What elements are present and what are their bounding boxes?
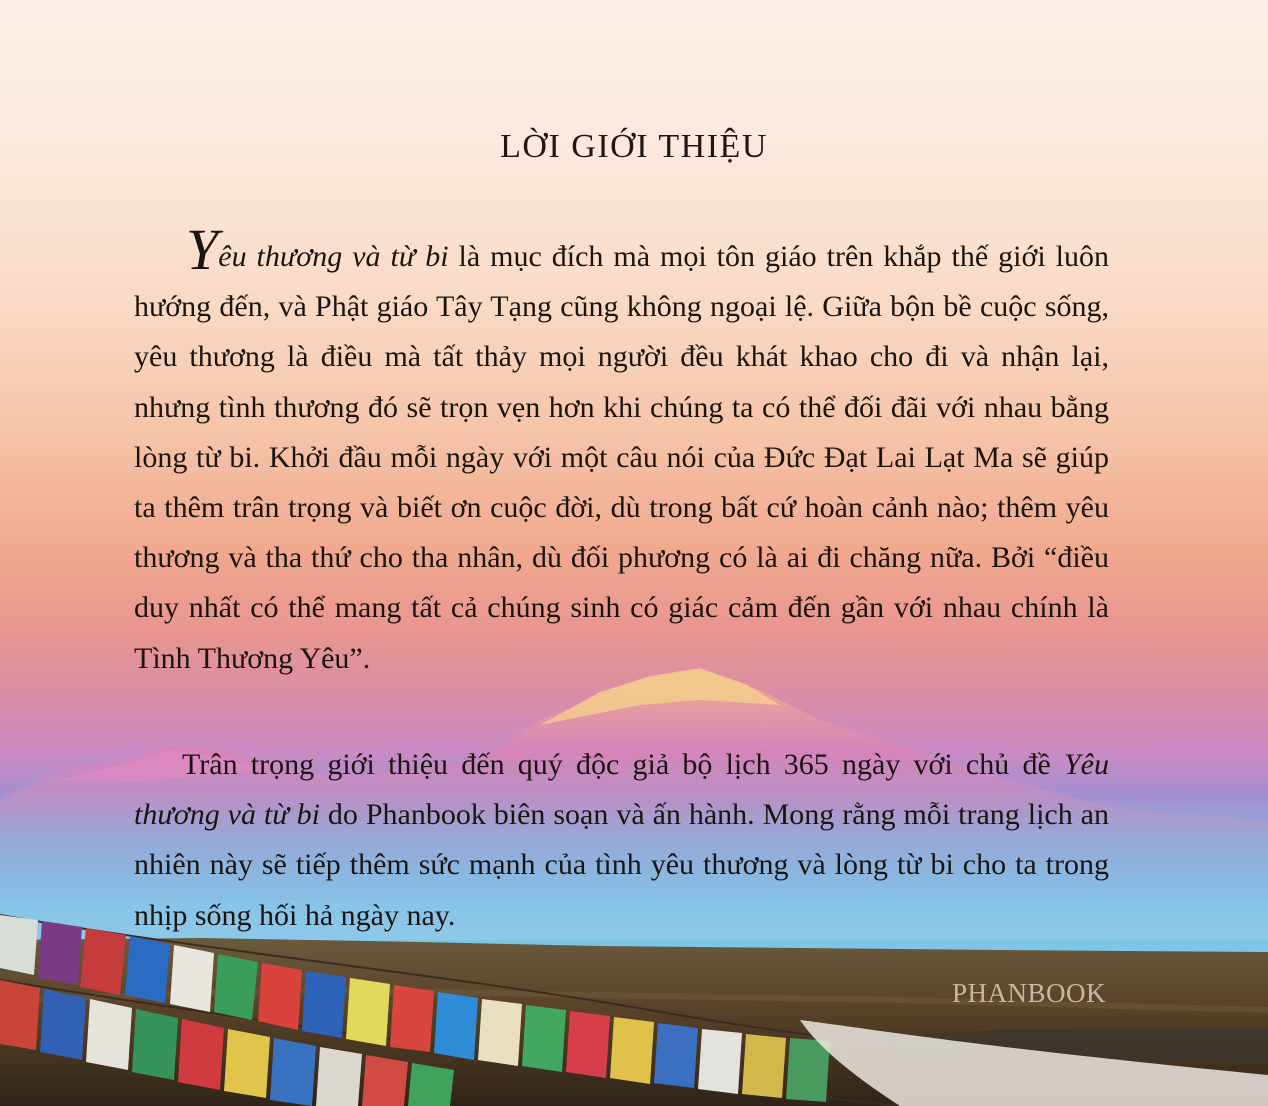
paragraph-2-italic: Yêu thương và từ bi	[134, 748, 1109, 832]
intro-paragraph-2	[134, 740, 1109, 941]
page-title: LỜI GIỚI THIỆU	[500, 128, 768, 165]
paragraph-2-after: do Phanbook biên soạn và ấn hành. Mong rằng mỗi trang lịch an nhiên này sẽ tiếp thêm sức mạnh của tình yêu thương và lòng từ bi cho ta trong nhịp sống hối hả ngày nay.	[134, 798, 1109, 932]
intro-paragraph-1	[134, 218, 1109, 684]
paragraph-2-before: Trân trọng giới thiệu đến quý độc giả bộ lịch 365 ngày với chủ đề	[182, 748, 1064, 781]
brand-watermark: PHANBOOK	[951, 978, 1106, 1008]
drop-cap: Y	[186, 217, 219, 282]
paragraph-1-body: là mục đích mà mọi tôn giáo trên khắp thế giới luôn hướng đến, và Phật giáo Tây Tạng cũng không ngoại lệ. Giữa bộn bề cuộc sống, yêu thương là điều mà tất thảy mọi người đều khát khao cho đi và nhận lại, nhưng tình thương đó sẽ trọn vẹn hơn khi chúng ta có thể đối đãi với nhau bằng lòng từ bi. Khởi đầu mỗi ngày với một câu nói của Đức Đạt Lai Lạt Ma sẽ giúp ta thêm trân trọng và biết ơn cuộc đời, dù trong bất cứ hoàn cảnh nào; thêm yêu thương và tha thứ cho tha nhân, dù đối phương có là ai đi chăng nữa. Bởi “điều duy nhất có thể mang tất cả chúng sinh có giác cảm đến gần với nhau chính là Tình Thương Yêu”.	[134, 240, 1109, 675]
italic-lead: êu thương và từ bi	[218, 240, 449, 273]
